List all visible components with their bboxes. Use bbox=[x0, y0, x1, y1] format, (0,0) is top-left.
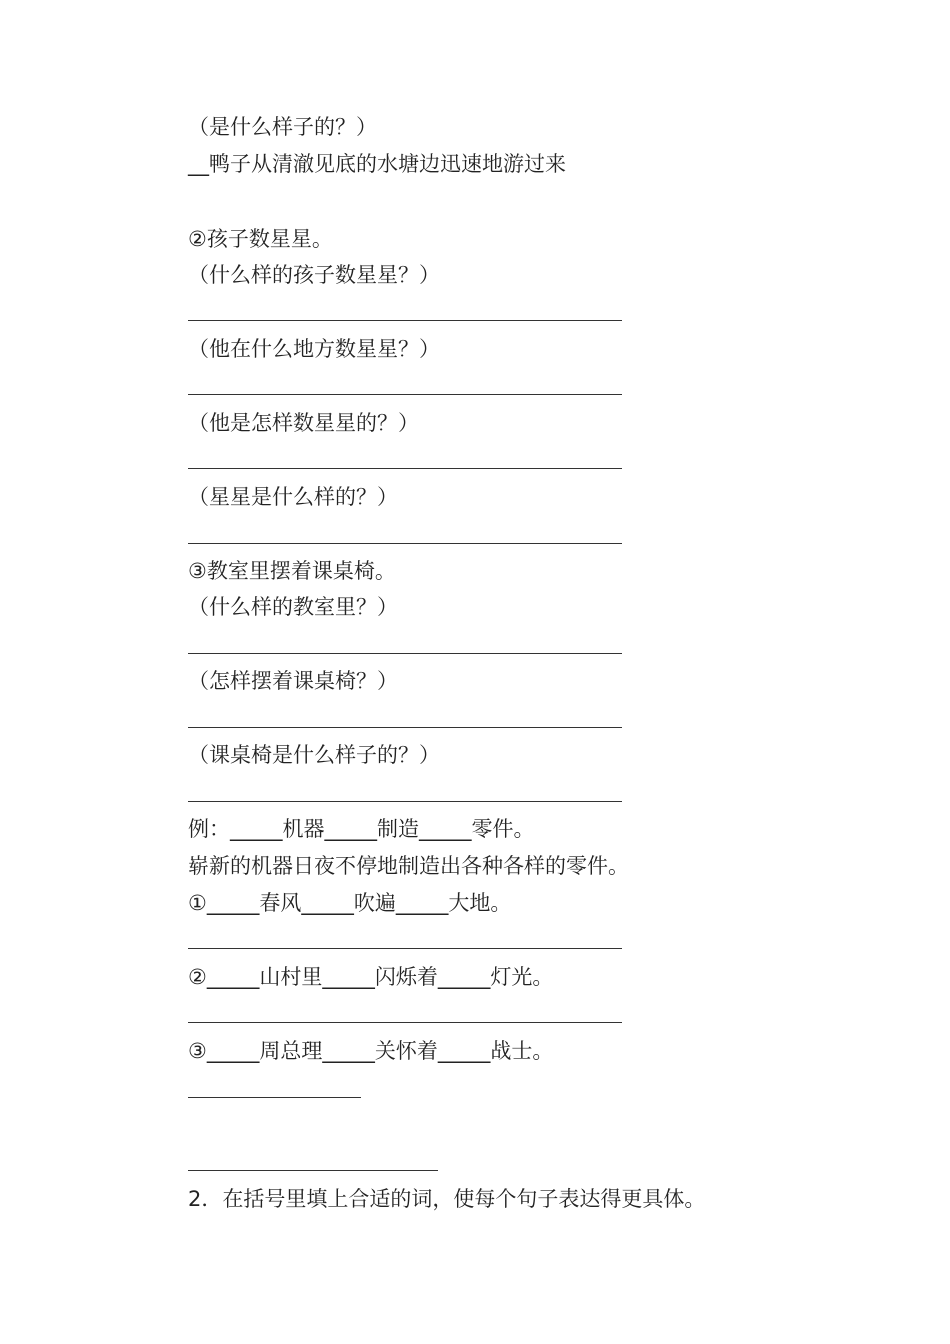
answer-line[interactable] bbox=[188, 468, 622, 469]
answer-line[interactable] bbox=[188, 801, 622, 802]
exercise-2: ②_____山村里_____闪烁着_____灯光。 bbox=[188, 965, 554, 989]
answer-line[interactable] bbox=[188, 320, 622, 321]
question-prompt: （什么样的教室里？） bbox=[188, 595, 398, 619]
question-prompt: （什么样的孩子数星星？） bbox=[188, 263, 440, 287]
question-prompt: （是什么样子的？） bbox=[188, 115, 377, 139]
question-prompt: （怎样摆着课桌椅？） bbox=[188, 669, 398, 693]
answer-line[interactable] bbox=[188, 543, 622, 544]
question-prompt: （他是怎样数星星的？） bbox=[188, 411, 419, 435]
answer-line[interactable] bbox=[188, 1097, 361, 1098]
section-heading: 2．在括号里填上合适的词，使每个句子表达得更具体。 bbox=[188, 1187, 706, 1211]
sentence-3: ③教室里摆着课桌椅。 bbox=[188, 559, 396, 583]
question-prompt: （他在什么地方数星星？） bbox=[188, 337, 440, 361]
exercise-1: ①_____春风_____吹遍_____大地。 bbox=[188, 891, 512, 915]
question-prompt: （课桌椅是什么样子的？） bbox=[188, 743, 440, 767]
exercise-3: ③_____周总理_____关怀着_____战士。 bbox=[188, 1039, 554, 1063]
sentence-2: ②孩子数星星。 bbox=[188, 227, 333, 251]
answer-line[interactable] bbox=[188, 394, 622, 395]
answer-line[interactable] bbox=[188, 727, 622, 728]
question-prompt: （星星是什么样的？） bbox=[188, 485, 398, 509]
example-answer: 崭新的机器日夜不停地制造出各种各样的零件。 bbox=[188, 854, 629, 878]
answer-line[interactable] bbox=[188, 1170, 438, 1171]
example-sentence: 例：_____机器_____制造_____零件。 bbox=[188, 817, 535, 841]
answer-line[interactable] bbox=[188, 1022, 622, 1023]
sample-answer: __鸭子从清澈见底的水塘边迅速地游过来 bbox=[188, 152, 566, 176]
answer-line[interactable] bbox=[188, 948, 622, 949]
answer-line[interactable] bbox=[188, 653, 622, 654]
